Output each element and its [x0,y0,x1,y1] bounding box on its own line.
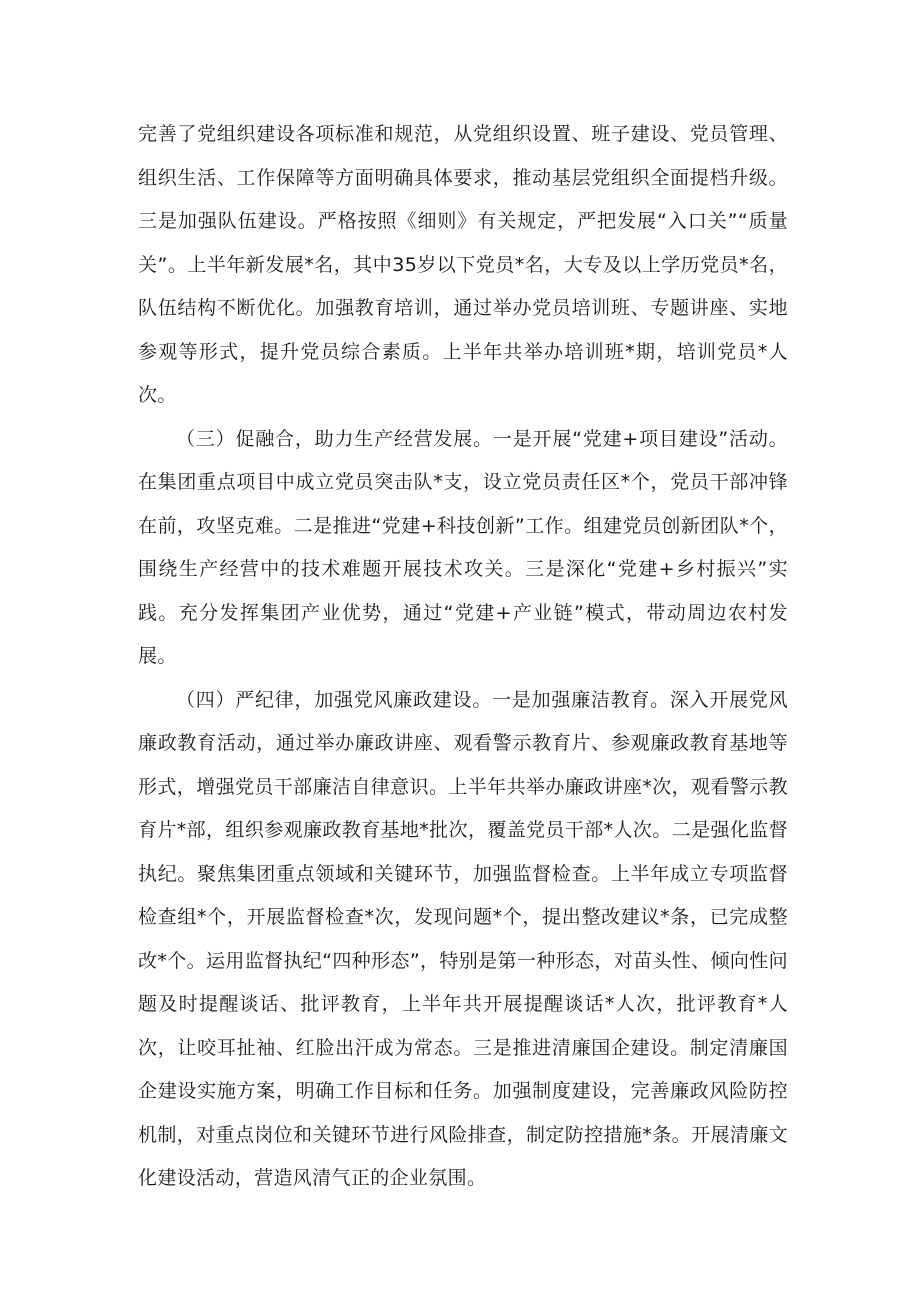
paragraph-continuation: 完善了党组织建设各项标准和规范，从党组织设置、班子建设、党员管理、组织生活、工作保障等方面明确具体要求，推动基层党组织全面提档升级。三是加强队伍建设。严格按照《细则》有关规定，严把发展“入口关”“质量关”。上半年新发展*名，其中35岁以下党员*名，大专及以上学历党员*名，队伍结构不断优化。加强教育培训，通过举办党员培训班、专题讲座、实地参观等形式，提升党员综合素质。上半年共举办培训班*期，培训党员*人次。 [138,123,788,406]
paragraph-section-four: （四）严纪律，加强党风廉政建设。一是加强廉洁教育。深入开展党风廉政教育活动，通过举办廉政讲座、观看警示教育片、参观廉政教育基地等形式，增强党员干部廉洁自律意识。上半年共举办廉政讲座*次，观看警示教育片*部，组织参观廉政教育基地*批次，覆盖党员干部*人次。二是强化监督执纪。聚焦集团重点领域和关键环节，加强监督检查。上半年成立专项监督检查组*个，开展监督检查*次，发现问题*个，提出整改建议*条，已完成整改*个。运用监督执纪“四种形态”，特别是第一种形态，对苗头性、倾向性问题及时提醒谈话、批评教育，上半年共开展提醒谈话*人次，批评教育*人次，让咬耳扯袖、红脸出汗成为常态。三是推进清廉国企建设。制定清廉国企建设实施方案，明确工作目标和任务。加强制度建设，完善廉政风险防控机制，对重点岗位和关键环节进行风险排查，制定防控措施*条。开展清廉文化建设活动，营造风清气正的企业氛围。 [138,688,788,1189]
paragraph-section-three: （三）促融合，助力生产经营发展。一是开展“党建+项目建设”活动。在集团重点项目中成立党员突击队*支，设立党员责任区*个，党员干部冲锋在前，攻坚克难。二是推进“党建+科技创新”工作。组建党员创新团队*个，围绕生产经营中的技术难题开展技术攻关。三是深化“党建+乡村振兴”实践。充分发挥集团产业优势，通过“党建+产业链”模式，带动周边农村发展。 [138,427,788,667]
document-body [138,113,788,1201]
